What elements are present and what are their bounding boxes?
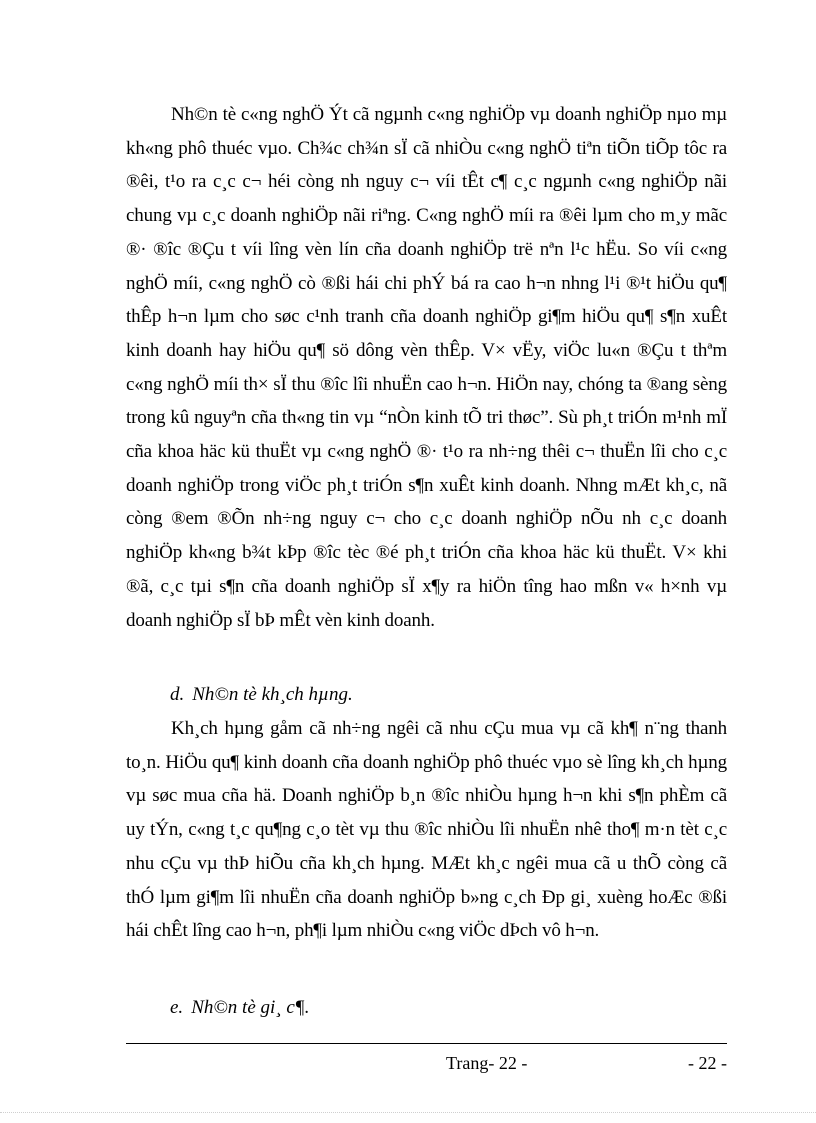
section-letter: d. — [170, 684, 185, 705]
section-letter: e. — [170, 997, 184, 1018]
section-heading-text: Nh©n tè kh¸ch hµng. — [192, 684, 353, 705]
footer-page-label: Trang- 22 - — [446, 1053, 528, 1073]
footer-page-number: - 22 - — [688, 1053, 727, 1073]
footer-divider — [126, 1043, 727, 1044]
section-heading-price — [126, 991, 309, 1025]
section-heading-customers — [126, 678, 353, 712]
section-heading-text: Nh©n tè gi¸ c¶. — [191, 997, 310, 1018]
page-edge-divider — [0, 1112, 816, 1113]
document-body — [126, 98, 727, 1018]
paragraph-customer-factor: Kh¸ch hµng gåm cã nh÷ng ngêi cã nhu cÇu mua vµ cã kh¶ n¨ng thanh to¸n. HiÖu qu¶ kinh doanh cña doanh nghiÖp phô thuéc vµo sè lîng kh¸ch hµng vµ søc mua cña hä. Doanh nghiÖp b¸n ®îc nhiÒu hµng h¬n khi s¶n phÈm cã uy tÝn, c«ng t¸c qu¶ng c¸o tèt vµ thu ®îc nhiÒu lîi nhuËn nhê tho¶ m·n tèt c¸c nhu cÇu vµ thÞ hiÕu cña kh¸ch hµng. MÆt kh¸c ngêi mua cã u thÕ còng cã thÓ lµm gi¶m lîi nhuËn cña doanh nghiÖp b»ng c¸ch Ðp gi¸ xuèng hoÆc ®ßi hái chÊt lîng cao h¬n, ph¶i lµm nhiÒu c«ng viÖc dÞch vô h¬n. — [126, 718, 727, 942]
paragraph-technology-factor: Nh©n tè c«ng nghÖ Ýt cã ngµnh c«ng nghiÖp vµ doanh nghiÖp nµo mµ kh«ng phô thuéc vµo. Ch¾c ch¾n sÏ cã nhiÒu c«ng nghÖ tiªn tiÕn tiÕp tôc ra ®êi, t¹o ra c¸c c¬ héi còng nh nguy c¬ víi tÊt c¶ c¸c ngµnh c«ng nghiÖp nãi chung vµ c¸c doanh nghiÖp nãi riªng. C«ng nghÖ míi ra ®êi lµm cho m¸y mãc ®· ®îc ®Çu t víi lîng vèn lín cña doanh nghiÖp trë nªn l¹c hËu. So víi c«ng nghÖ míi, c«ng nghÖ cò ®ßi hái chi phÝ bá ra cao h¬n nhng l¹i ®¹t hiÖu qu¶ thÊp h¬n lµm cho søc c¹nh tranh cña doanh nghiÖp gi¶m hiÖu qu¶ s¶n xuÊt kinh doanh hay hiÖu qu¶ sö dông vèn thÊp. V× vËy, viÖc lu«n ®Çu t thªm c«ng nghÖ míi th× sÏ thu ®îc lîi nhuËn cao h¬n. HiÖn nay, chóng ta ®ang sèng trong kû nguyªn cña th«ng tin vµ “nÒn kinh tÕ tri thøc”. Sù ph¸t triÓn m¹nh mÏ cña khoa häc kü thuËt vµ c«ng nghÖ ®· t¹o ra nh÷ng thêi c¬ thuËn lîi cho c¸c doanh nghiÖp trong viÖc ph¸t triÓn s¶n xuÊt kinh doanh. Nhng mÆt kh¸c, nã còng ®em ®Õn nh÷ng nguy c¬ cho c¸c doanh nghiÖp nÕu nh c¸c doanh nghiÖp kh«ng b¾t kÞp ®îc tèc ®é ph¸t triÓn cña khoa häc kü thuËt. V× khi ®ã, c¸c tµi s¶n cña doanh nghiÖp sÏ x¶y ra hiÖn tîng hao mßn v« h×nh vµ doanh nghiÖp sÏ bÞ mÊt vèn kinh doanh. — [126, 104, 727, 631]
